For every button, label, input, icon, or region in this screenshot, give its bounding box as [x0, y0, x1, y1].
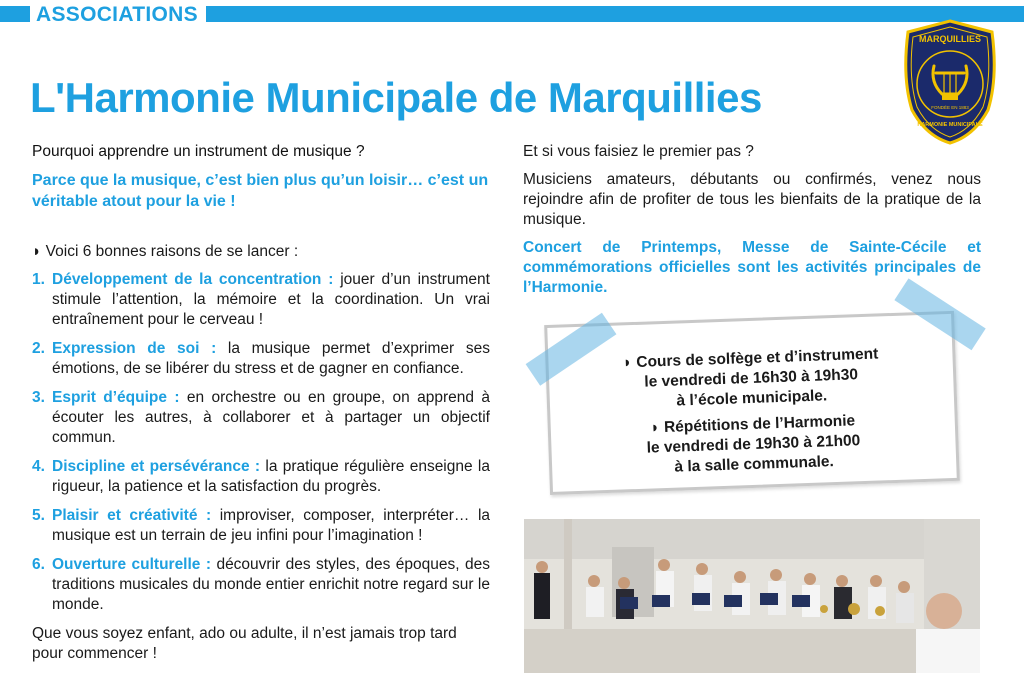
reason-item — [32, 457, 490, 497]
reason-title: Ouverture culturelle : — [52, 556, 212, 573]
reason-title: Développement de la concentration : — [52, 271, 334, 288]
right-question: Et si vous faisiez le premier pas ? — [523, 143, 754, 160]
lesson-line-3: à l’école municipale. — [676, 387, 828, 410]
reason-text: la pratique régulière enseigne la rigueur, la patience et la satisfaction du progrès. — [52, 458, 490, 495]
left-question: Pourquoi apprendre un instrument de musique ? — [32, 143, 365, 160]
rehearsal-line-2: le vendredi de 19h30 à 21h00 — [646, 432, 861, 457]
reason-title: Expression de soi : — [52, 340, 217, 357]
bullet-icon: ◗ — [622, 353, 637, 372]
reason-number: 6. — [32, 556, 45, 573]
reason-number: 2. — [32, 340, 45, 357]
harmonie-logo — [900, 18, 1000, 146]
orchestra-photo — [524, 519, 980, 673]
lesson-line-2: le vendredi de 16h30 à 19h30 — [644, 366, 859, 391]
closing-text: Que vous soyez enfant, ado ou adulte, il n’est jamais trop tard pour commencer ! — [32, 625, 457, 662]
bullet-icon: ◗ — [650, 419, 665, 437]
section-label: ASSOCIATIONS — [36, 3, 198, 26]
left-column — [32, 142, 490, 664]
logo-founded: FONDÉE EN 1883 — [931, 105, 969, 110]
reason-number: 1. — [32, 271, 45, 288]
logo-ring-text: HARMONIE MUNICIPALE — [917, 122, 983, 128]
right-column — [523, 142, 981, 298]
reason-text: jouer d’un instrument stimule l’attention, la mémoire et la coordination. Un vrai entraînement pour le cerveau ! — [52, 271, 490, 328]
info-card — [532, 303, 968, 503]
reasons-list — [32, 270, 490, 615]
rehearsal-line-3: à la salle communale. — [674, 453, 835, 476]
reason-text: en orchestre ou en groupe, on apprend à écouter les autres, à collaborer et à partager un objectif commun. — [52, 389, 490, 446]
reason-item — [32, 270, 490, 330]
reason-item — [32, 339, 490, 379]
reason-number: 5. — [32, 507, 45, 524]
reasons-intro-text: Voici 6 bonnes raisons de se lancer : — [45, 243, 299, 260]
reason-text: improviser, composer, interpréter… la musique est un terrain de jeu infini pour l’imagination ! — [52, 507, 491, 544]
reason-number: 3. — [32, 389, 45, 406]
reason-number: 4. — [32, 458, 45, 475]
reason-title: Esprit d’équipe : — [52, 389, 180, 406]
header-band-left — [0, 6, 30, 22]
reason-item — [32, 555, 490, 615]
lesson-schedule — [548, 342, 954, 416]
reasons-intro — [32, 242, 490, 262]
bullet-icon: ◗ — [32, 243, 46, 260]
rehearsal-line-1: Répétitions de l’Harmonie — [663, 412, 856, 437]
rehearsal-schedule — [551, 408, 957, 482]
reason-title: Plaisir et créativité : — [52, 507, 212, 524]
reason-item — [32, 388, 490, 448]
lesson-line-1: Cours de solfège et d’instrument — [636, 345, 879, 371]
right-invite: Musiciens amateurs, débutants ou confirmés, venez nous rejoindre afin de profiter de tous les bienfaits de la pratique de la musique. — [523, 171, 981, 228]
reason-text: la musique permet d’exprimer ses émotions, de se libérer du stress et de gagner en confiance. — [52, 340, 490, 377]
reason-item — [32, 506, 490, 546]
left-lead: Parce que la musique, c’est bien plus qu’un loisir… c’est un véritable atout pour la vie ! — [32, 172, 489, 210]
page-title: L'Harmonie Municipale de Marquillies — [30, 74, 762, 121]
reason-text: découvrir des styles, des époques, des traditions musicales du monde entier enrichit notre regard sur le monde. — [52, 556, 491, 613]
right-activities: Concert de Printemps, Messe de Sainte-Cécile et commémorations officielles sont les activités principales de l’Harmonie. — [523, 239, 981, 296]
logo-top-text: MARQUILLIES — [919, 34, 981, 44]
reason-title: Discipline et persévérance : — [52, 458, 261, 475]
